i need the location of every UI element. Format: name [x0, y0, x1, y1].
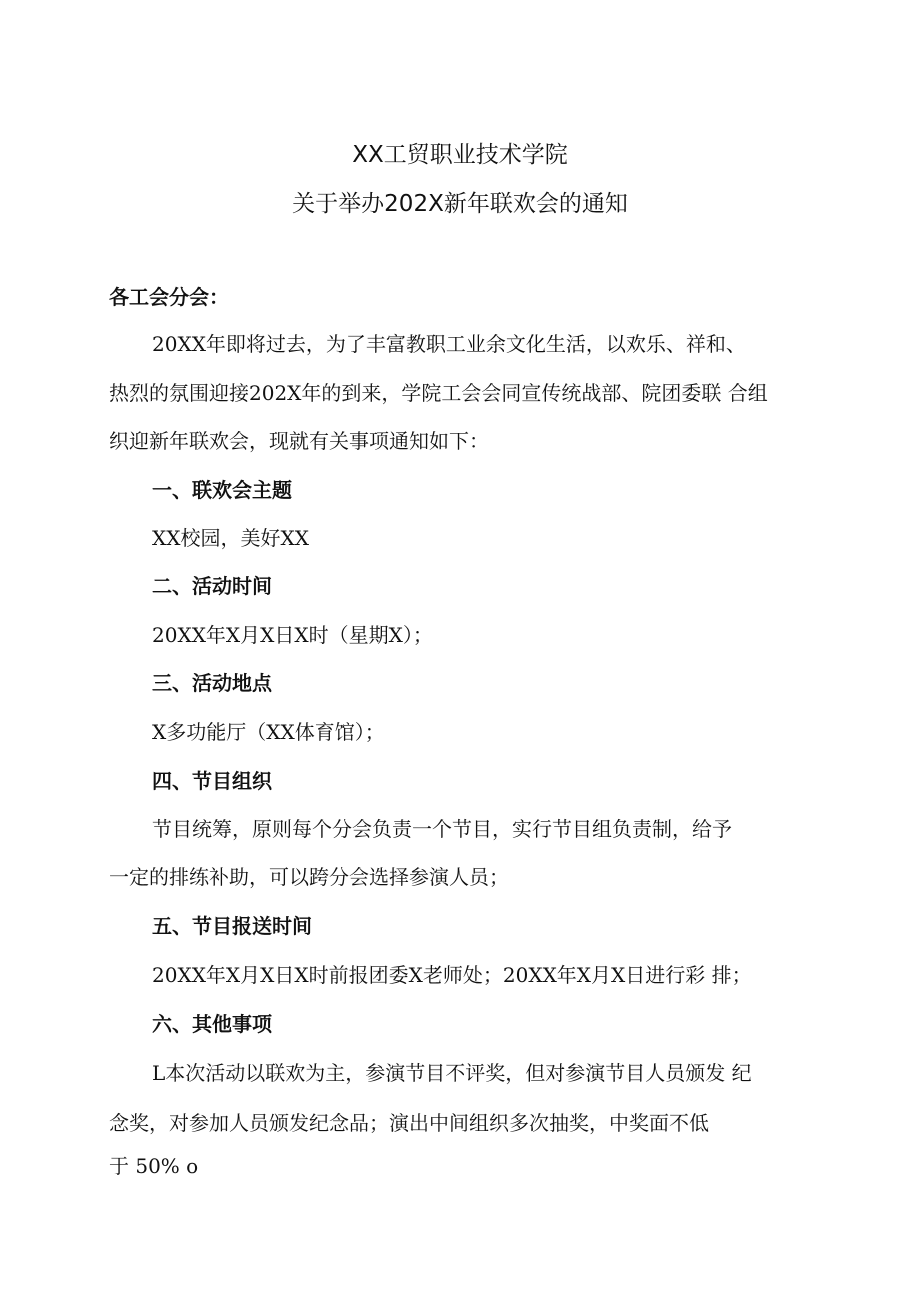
intro-line-3: 织迎新年联欢会，现就有关事项通知如下：	[109, 429, 489, 453]
section-heading-time: 二、活动时间	[152, 574, 272, 598]
document-title-notice: 关于举办202X新年联欢会的通知	[292, 191, 628, 217]
document-title-institution: XX工贸职业技术学院	[352, 142, 568, 168]
section-text-other-line-1: L本次活动以联欢为主，参演节目不评奖，但对参演节目人员颁发 纪	[152, 1061, 752, 1085]
section-heading-theme: 一、联欢会主题	[152, 478, 292, 502]
salutation: 各工会分会：	[109, 285, 229, 309]
section-text-program-line-1: 节目统筹，原则每个分会负责一个节目，实行节目组负责制，给予	[152, 817, 732, 841]
section-text-venue: X多功能厅（XX体育馆）；	[152, 720, 385, 744]
section-text-theme: XX校园，美好XX	[152, 526, 309, 550]
section-heading-program: 四、节目组织	[152, 769, 272, 793]
section-heading-submission: 五、节目报送时间	[152, 914, 312, 938]
section-text-program-line-2: 一定的排练补助，可以跨分会选择参演人员；	[109, 865, 509, 889]
intro-line-2: 热烈的氛围迎接202X年的到来，学院工会会同宣传统战部、院团委联 合组	[109, 381, 768, 405]
section-heading-other: 六、其他事项	[152, 1012, 272, 1036]
section-text-time: 20XX年X月X日X时（星期X）；	[152, 623, 433, 647]
section-text-other-line-3: 于 50% o	[109, 1154, 199, 1178]
section-text-submission: 20XX年X月X日X时前报团委X老师处；20XX年X月X日进行彩 排；	[152, 963, 752, 987]
intro-line-1: 20XX年即将过去，为了丰富教职工业余文化生活，以欢乐、祥和、	[152, 332, 746, 356]
section-heading-venue: 三、活动地点	[152, 671, 272, 695]
section-text-other-line-2: 念奖，对参加人员颁发纪念品；演出中间组织多次抽奖，中奖面不低	[109, 1111, 709, 1135]
